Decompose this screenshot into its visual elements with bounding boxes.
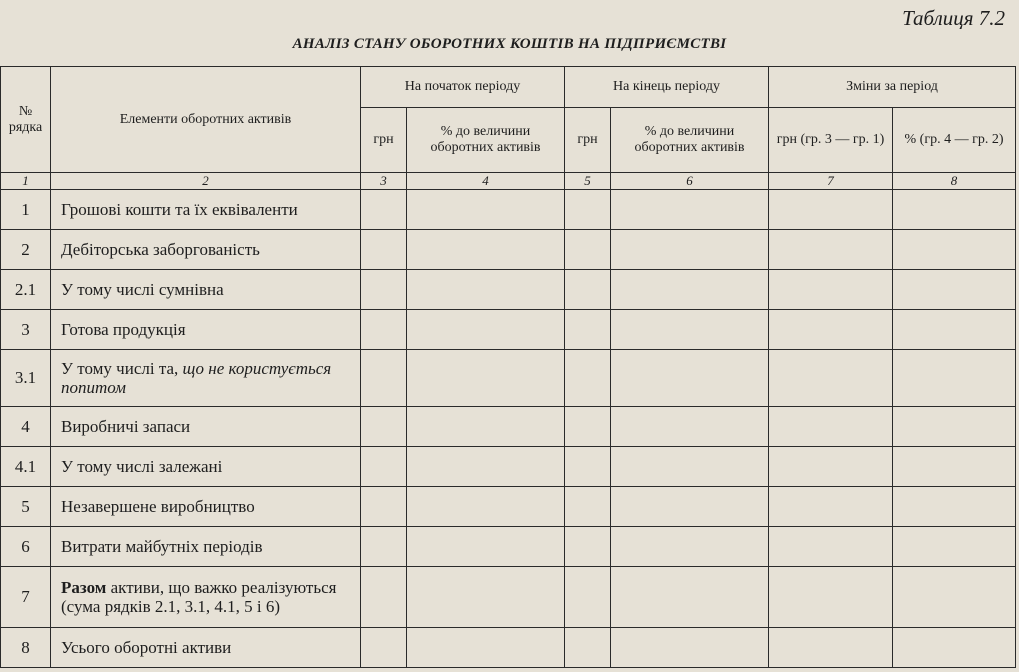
header-row-top [1, 67, 1016, 108]
empty-cell [611, 527, 769, 567]
empty-cell [893, 487, 1016, 527]
empty-cell [893, 447, 1016, 487]
empty-cell [893, 628, 1016, 668]
column-number: 3 [361, 173, 407, 190]
empty-cell [769, 350, 893, 407]
table-caption: Таблиця 7.2 [902, 6, 1005, 30]
empty-cell [565, 190, 611, 230]
row-label [51, 567, 361, 628]
empty-cell [361, 270, 407, 310]
header-start-pct: % до величини оборотних активів [407, 108, 565, 173]
header-period-end: На кінець періоду [565, 67, 769, 108]
header-change-pct: % (гр. 4 — гр. 2) [893, 108, 1016, 173]
empty-cell [565, 487, 611, 527]
row-number: 6 [1, 527, 51, 567]
empty-cell [407, 350, 565, 407]
empty-cell [565, 310, 611, 350]
empty-cell [407, 407, 565, 447]
table-row [1, 310, 1016, 350]
empty-cell [893, 527, 1016, 567]
header-period-change: Зміни за період [769, 67, 1016, 108]
empty-cell [769, 190, 893, 230]
empty-cell [769, 310, 893, 350]
header-row-number: № рядка [1, 67, 51, 173]
empty-cell [565, 270, 611, 310]
empty-cell [611, 270, 769, 310]
header-elements: Елементи оборотних активів [51, 67, 361, 173]
empty-cell [565, 230, 611, 270]
table-row [1, 567, 1016, 628]
empty-cell [565, 567, 611, 628]
empty-cell [361, 190, 407, 230]
row-label-bold: Разом [61, 578, 107, 597]
row-label [51, 350, 361, 407]
empty-cell [611, 230, 769, 270]
row-label: У тому числі залежані [51, 447, 361, 487]
row-label: Витрати майбутніх періодів [51, 527, 361, 567]
empty-cell [893, 190, 1016, 230]
empty-cell [893, 407, 1016, 447]
row-number: 2.1 [1, 270, 51, 310]
empty-cell [361, 230, 407, 270]
empty-cell [893, 230, 1016, 270]
empty-cell [611, 487, 769, 527]
empty-cell [769, 270, 893, 310]
column-number: 2 [51, 173, 361, 190]
empty-cell [769, 230, 893, 270]
empty-cell [611, 190, 769, 230]
empty-cell [611, 567, 769, 628]
row-number: 1 [1, 190, 51, 230]
header-start-uah: грн [361, 108, 407, 173]
table-row [1, 487, 1016, 527]
empty-cell [361, 527, 407, 567]
table-row [1, 230, 1016, 270]
empty-cell [769, 527, 893, 567]
empty-cell [361, 567, 407, 628]
column-number: 4 [407, 173, 565, 190]
row-label: Усього оборотні активи [51, 628, 361, 668]
column-number: 7 [769, 173, 893, 190]
table-row [1, 447, 1016, 487]
row-label: Незавершене виробництво [51, 487, 361, 527]
empty-cell [565, 628, 611, 668]
row-label-plain: У тому числі та, [61, 359, 183, 378]
empty-cell [611, 447, 769, 487]
empty-cell [565, 527, 611, 567]
empty-cell [407, 310, 565, 350]
row-number: 3.1 [1, 350, 51, 407]
empty-cell [407, 487, 565, 527]
column-number: 6 [611, 173, 769, 190]
empty-cell [407, 270, 565, 310]
empty-cell [407, 447, 565, 487]
column-number: 1 [1, 173, 51, 190]
table-row [1, 350, 1016, 407]
empty-cell [611, 350, 769, 407]
empty-cell [361, 310, 407, 350]
row-number: 2 [1, 230, 51, 270]
empty-cell [407, 230, 565, 270]
empty-cell [893, 350, 1016, 407]
header-end-pct: % до величини оборотних активів [611, 108, 769, 173]
empty-cell [611, 407, 769, 447]
row-number: 4 [1, 407, 51, 447]
empty-cell [893, 310, 1016, 350]
empty-cell [565, 350, 611, 407]
empty-cell [565, 407, 611, 447]
table-row [1, 270, 1016, 310]
column-number-row [1, 173, 1016, 190]
empty-cell [361, 628, 407, 668]
table-row [1, 628, 1016, 668]
empty-cell [893, 270, 1016, 310]
empty-cell [769, 407, 893, 447]
empty-cell [769, 447, 893, 487]
empty-cell [611, 310, 769, 350]
row-label-italic: що не користується попитом [61, 359, 332, 397]
table-row [1, 190, 1016, 230]
empty-cell [611, 628, 769, 668]
row-number: 3 [1, 310, 51, 350]
row-number: 8 [1, 628, 51, 668]
empty-cell [361, 350, 407, 407]
empty-cell [407, 190, 565, 230]
empty-cell [893, 567, 1016, 628]
empty-cell [361, 487, 407, 527]
empty-cell [361, 447, 407, 487]
empty-cell [407, 628, 565, 668]
header-period-start: На початок періоду [361, 67, 565, 108]
empty-cell [769, 487, 893, 527]
column-number: 5 [565, 173, 611, 190]
empty-cell [407, 527, 565, 567]
row-number: 4.1 [1, 447, 51, 487]
empty-cell [361, 407, 407, 447]
empty-cell [565, 447, 611, 487]
table-row [1, 527, 1016, 567]
header-end-uah: грн [565, 108, 611, 173]
column-number: 8 [893, 173, 1016, 190]
row-label: У тому числі сумнівна [51, 270, 361, 310]
table-title: АНАЛІЗ СТАНУ ОБОРОТНИХ КОШТІВ НА ПІДПРИЄМСТВІ [292, 36, 727, 52]
empty-cell [769, 567, 893, 628]
header-change-uah: грн (гр. 3 — гр. 1) [769, 108, 893, 173]
row-label: Грошові кошти та їх еквіваленти [51, 190, 361, 230]
row-label: Готова продукція [51, 310, 361, 350]
row-label: Виробничі запаси [51, 407, 361, 447]
table-row [1, 407, 1016, 447]
empty-cell [769, 628, 893, 668]
row-number: 5 [1, 487, 51, 527]
row-label-rest: активи, що важко реалізуються (сума рядків 2.1, 3.1, 4.1, 5 і 6) [61, 578, 337, 616]
row-number: 7 [1, 567, 51, 628]
empty-cell [407, 567, 565, 628]
current-assets-table [0, 66, 1016, 668]
row-label: Дебіторська заборгованість [51, 230, 361, 270]
